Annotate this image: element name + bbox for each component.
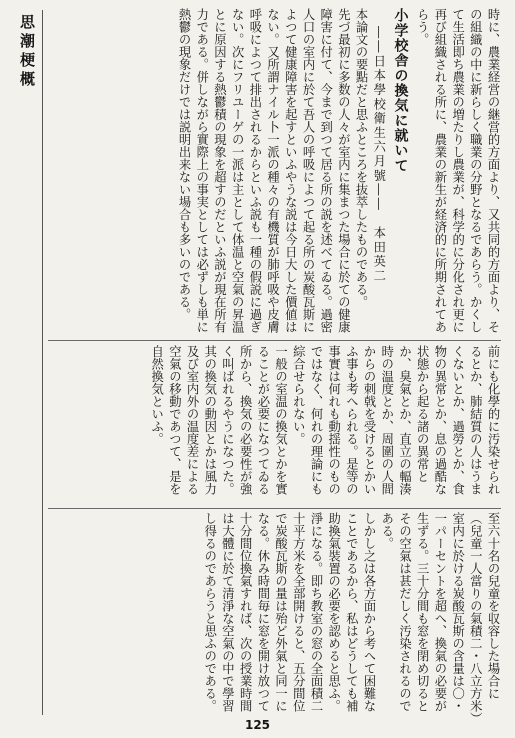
paragraph: 淨になる。即ち教室の窓の全面積二十平方米を全部開けると、五分間位で炭酸瓦斯の量は殆ど外氣と同一になる。休み時間毎に窓を開け放つて十分間位換氣すれば、次の授業時間は大體に於て清淨な空氣の中で學習し得るのであらうと思ふのである。 — [202, 512, 323, 712]
band-divider — [48, 340, 501, 341]
band-divider — [48, 508, 501, 509]
middle-text-band — [36, 345, 501, 505]
article-title: 小学校舎の換気に就いて — [392, 8, 409, 173]
page-number: 125 — [244, 718, 271, 732]
article-byline: ――日本學校衛生六月號―― 本田英二 — [371, 26, 386, 284]
paragraph: 本論文の要點だと思ふところを抜萃したものである。 — [354, 8, 369, 308]
bottom-text-band — [36, 512, 501, 720]
paragraph: 前にも化學的に汚染せられるとか、肺結質の人はうまくないとか、過勞とか、食物の異常とか、息の過酷な状態から起る諸の異常とか、臭氣とか、直立の輻湊時の温度とか、周圍の人間からの刺戟を受けるとかいふ事も考へられる。是等の事實は何れも動揺性のものではなく、何れの理論にも綜合せられない。 — [291, 345, 500, 495]
running-header: 思潮梗概 — [18, 14, 36, 90]
paragraph: 一般の室温の換気とかを實ることが必要になつてゐる所から、換気の必要性が強く叫ばれるやうになつた。其の換気の動因とかは風力及び室内外の温度差による空氣の移動であつて、是を自然換気といふ。 — [149, 345, 288, 495]
paragraph: 至六十名の兒童を収容した場合に（兒童一人當りの氣積二・八立方米）室内に於ける炭酸瓦斯の含量は〇・一パーセントを超へ、換氣の必要が生ずる。三十分間も窓を閉め切るとその空氣は甚だしく汚染されるのである。 — [379, 512, 500, 719]
paragraph: 時に、農業経営の継営的方面より、又共同的方面より、その組織の中に新らしく職業の分野となるであらう。かくして生活即ち農業の増たりし農業が、科学的に分化され更に再び組織される所に、農業の新生が経済的に所期されてあらう。 — [415, 8, 500, 333]
top-text-band — [36, 8, 501, 336]
paragraph: 先づ最初に多数の人々が室内に集まつた場合に於ての健康障害に付て、今まで到つて居る所の説を述べてゐる。過密人口の室内に於て吾人の呼吸によつて起る所の炭酸瓦斯によつて健康障害を起すといふやうな説は今日大した價値はない。又所謂ナイル卜一派の種々の有機質が肺呼吸や皮膚呼吸によつて排出されるからといふ説も一種の假説に過ぎない。次にフリユーゲの一派は主として体温と空氣の昇温とに原因する熱鬱積の現象を超すのだといふ説が現在所有力である。併しながら實際上の事実としては必ずしも単に熱鬱の現象だけでは説明出来ない場合も多いのである。 — [177, 8, 351, 333]
paragraph: しかし之は各方面から考へて困難なことであるから、私はどうしても補助換氣裝置の必要を認めると思ふ。 — [326, 512, 377, 712]
